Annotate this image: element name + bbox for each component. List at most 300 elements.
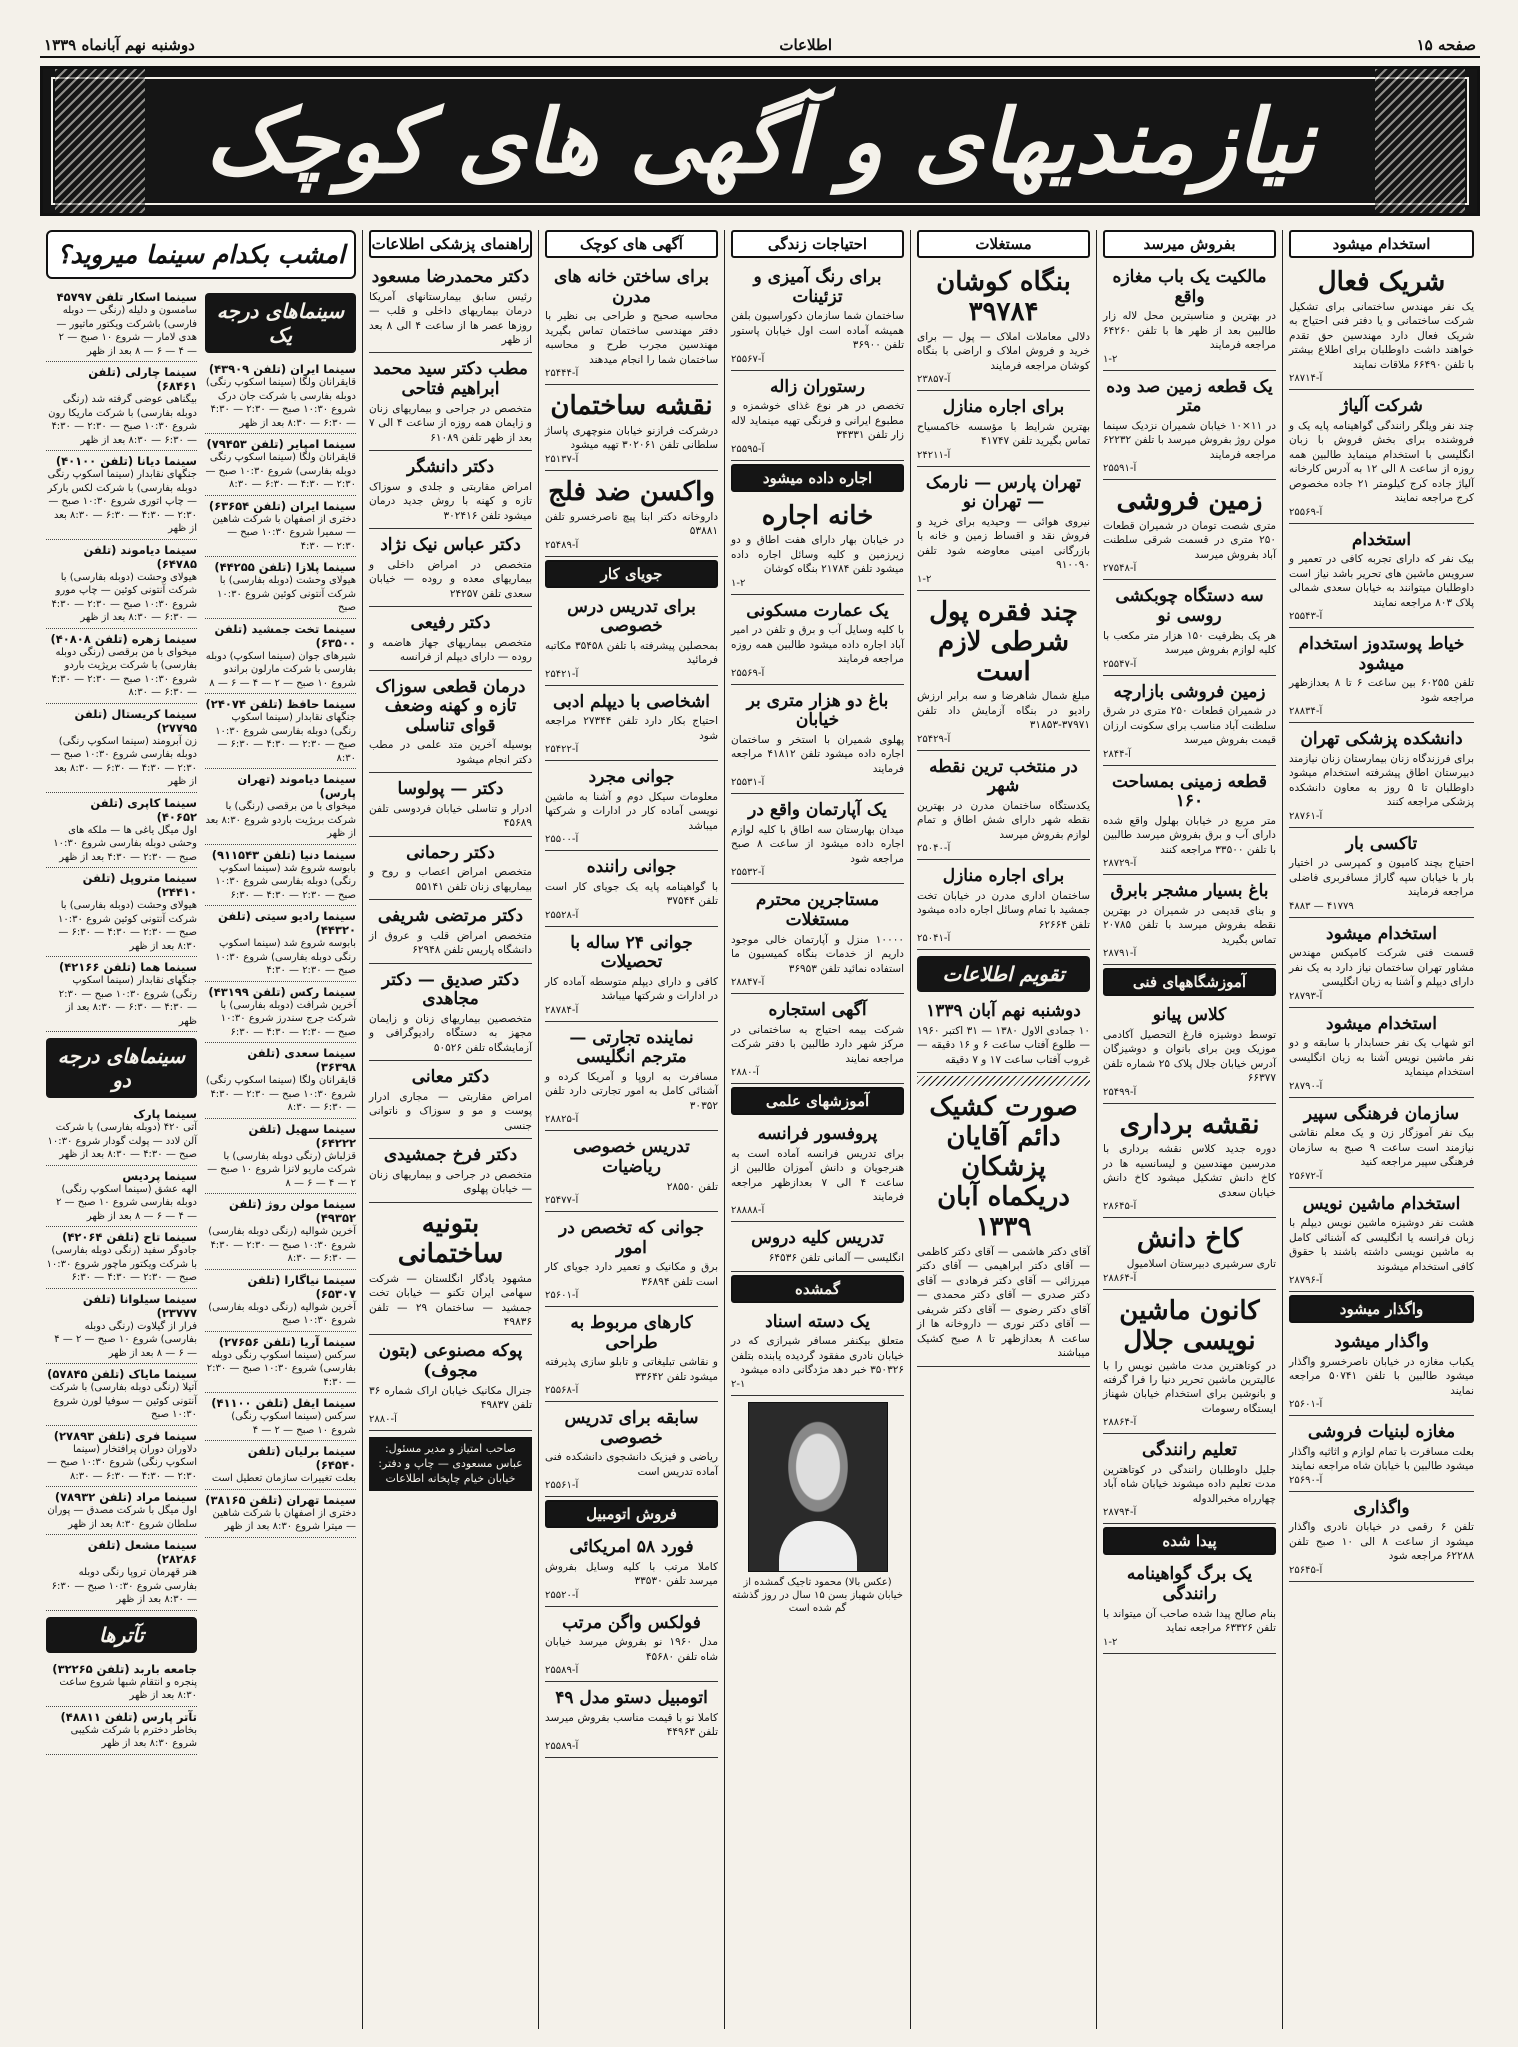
ad-title: نقشه ساختمان (550, 391, 713, 422)
cinema-text: سرکس (سینما اسکوپ رنگی دوبله بفارسی) شروع ۱۰:۳۰ صبح — ۲:۳۰ — ۴:۳۰ (206, 1349, 356, 1388)
ad-code: آ-۲۵۴۸۹ (545, 539, 579, 551)
cinema-text: دختری از اصفهان با شرکت شاهین — سمیرا شروع ۱۰:۳۰ صبح — ۲:۳۰ — ۴:۳۰ (212, 513, 356, 552)
theater-section-head: تآترها (46, 1617, 197, 1653)
ad-code: ۱-۲ (1103, 353, 1118, 365)
ad-body: و بنای قدیمی در شمیران در بهترین نقطه بفروش میرسد با تلفن ۲۰۷۸۵ تماس بگیرید (1103, 904, 1276, 946)
calendar-head: تقویم اطلاعات (917, 956, 1090, 992)
ad-title: خانه اجاره (761, 500, 874, 531)
ad-title: دکتر رحمانی (406, 842, 495, 863)
ad-code: آ-۲۵۶۹۰ (1289, 1474, 1323, 1486)
column-head: پیدا شده (1103, 1527, 1276, 1555)
ad-code: آ-۲۵۶۰۱ (1289, 1399, 1323, 1411)
ad-title: دکتر مرتضی شریفی (377, 906, 524, 927)
column-real-estate (910, 230, 1096, 2029)
ad-code: آ-۲۵۵۸۹ (545, 1665, 579, 1677)
cinema-name: سینما دیانا (تلفن ۴۰۱۰۰) (55, 454, 197, 468)
publisher-footer: صاحب امتیاز و مدیر مسئول: عباس مسعودی — چاپ و دفتر: خیابان خیام چاپخانه اطلاعات (369, 1437, 532, 1491)
ad-code: آ-۲۸۶۴۵ (1103, 1201, 1137, 1213)
ad (1103, 1107, 1276, 1219)
ad-title: شریک فعال (1317, 267, 1446, 297)
newspaper-page (40, 34, 1480, 2029)
cinema-name: سینما مایاک (تلفن ۵۷۸۴۵) (47, 1367, 197, 1381)
ad-title: پروفسور فرانسه (757, 1123, 878, 1144)
banner-title: نیازمندیهای و آگهی های کوچک (205, 89, 1315, 193)
cinema-two-columns (46, 287, 356, 1755)
photo-caption: (عکس بالا) محمود تاجیک گمشده از خیابان شهباز بسن ۱۵ سال در روز گذشته گم شده است (732, 1576, 903, 1614)
ad-title: صورت کشیک دائم آقایان پزشکان دریکماه آبان ۱۳۳۹ (929, 1092, 1078, 1243)
ad (1103, 264, 1276, 371)
ad (1289, 1495, 1474, 1582)
ad-body: متخصصین بیماریهای زنان و زایمان مجهز به دستگاه رادیوگرافی و آزمایشگاه تلفن ۵۰۵۲۶ (369, 1012, 532, 1054)
ad-body: هر یک بظرفیت ۱۵۰ هزار متر مکعب با کلیه لوازم بفروش میرسد (1103, 629, 1276, 657)
ad (1103, 1437, 1276, 1524)
ad-title: یک عمارت مسکونی (746, 600, 889, 621)
ad (1103, 679, 1276, 766)
ad (731, 797, 904, 884)
ad-title: دکتر فرخ جمشیدی (383, 1145, 518, 1166)
ad-title: برای تدریس درس خصوصی (567, 596, 696, 637)
ad-body: یکدستگاه ساختمان مدرن در بهترین نقطه شهر دارای شش اطاق و تمام لوازم بفروش میرسد (917, 800, 1090, 841)
ad (1289, 1191, 1474, 1292)
ad-title: اتومبیل دستو مدل ۴۹ (555, 1688, 708, 1709)
cinema-name: سینما پارک (133, 1107, 197, 1121)
cinema-name: سینما کاپری (تلفن ۴۰۶۵۲) (90, 795, 197, 824)
ad-body: بیک نفر که دارای تجربه کافی در تعمیر و سرویس ماشین های تحریر باشد نیاز است داوطلبان میتوانند به خیابان سعدی شمالی پلاک ۸۰۳ مراجعه نمایند (1289, 553, 1474, 609)
ad-title: یک دسته اسناد (765, 1311, 870, 1332)
cinema-name: سینما دنیا (تلفن ۹۱۱۵۴۳) (211, 847, 356, 862)
cinema-name: سینما نیاگارا (تلفن ۶۵۳۰۷) (247, 1272, 356, 1301)
cinema-entry (46, 1487, 197, 1535)
ad-body: متخصص در جراحی و بیماریهای زنان و زایمان همه روزه از ساعت ۴ الی ۷ بعد از ظهر تلفن ۶۱۰۸۹ (369, 402, 533, 444)
ad-code: آ-۲۸۷۹۰ (1289, 1080, 1323, 1092)
ad (731, 598, 904, 685)
ad-code: آ-۲۸۸۴۷ (731, 976, 765, 988)
ad-body: امراض مقاربتی — مجاری ادرار پوست و مو و سوزاک و ناتوانی جنسی (369, 1090, 532, 1132)
ad-body: ساختمان شما سازمان دکوراسیون بلفن همیشه آماده است اول خیابان پاستور تلفن ۳۶۹۰۰ (731, 310, 904, 352)
cinema-subcol-right (205, 287, 356, 1755)
paper-name: اطلاعات (779, 36, 833, 54)
ad-title: واگذار میشود (1334, 1332, 1429, 1353)
ad-body: متخصص امراض اعصاب و روح و بیماریهای زنان تلفن ۵۵۱۴۱ (369, 866, 532, 893)
ad-body: ساختمان اداری مدرن در خیابان تخت جمشید با تمام وسائل اجاره داده میشود تلفن ۶۲۶۶۴ (917, 890, 1090, 931)
ad-title: تدریس خصوصی ریاضیات (573, 1137, 690, 1177)
cinema-text: هیولای وحشت (دوبله بفارسی) با شرکت آنتونی کوئین — چاپ مورو شروع ۱۰:۳۰ صبح — ۲:۳۰ — ۴:۳۰ — ۶:۳۰ — ۸:۳۰ بعد از ظهر (51, 571, 197, 623)
ad (545, 474, 718, 557)
ad-code: آ-۲۸۸۶۴ (1103, 1272, 1137, 1284)
ad-body: درشرکت فرازنو خیابان منوچهری پاساژ سلطانی تلفن ۳۰۲۰۶۱ تهیه میشود (545, 424, 718, 452)
ad-title: برای رنگ آمیزی و تزئینات (753, 267, 882, 307)
ad-code: آ-۲۵۵۹۵ (731, 443, 765, 455)
column-small-ads (538, 230, 724, 2029)
cinema-entry (46, 451, 197, 540)
ad-body: بوسیله آخرین متد علمی در مطب دکتر انجام میشود (369, 739, 532, 766)
ad (369, 1338, 532, 1430)
theater-entry (46, 1707, 197, 1755)
ad-code: آ-۲۸۸۰ (369, 1413, 397, 1425)
ad (545, 689, 718, 762)
ad-code: آ-۲۵۵۳۲ (731, 867, 765, 879)
column-head: واگذار میشود (1289, 1295, 1474, 1323)
ad (1289, 1419, 1474, 1492)
ad (1289, 831, 1474, 918)
ad (545, 1134, 718, 1212)
ad (545, 264, 718, 385)
ad-code: آ-۲۵۵۹۱ (1103, 463, 1137, 475)
missing-person-photo (748, 1402, 888, 1572)
banner-hatch-right (1375, 69, 1465, 213)
ad-code: ۱-۲ (1103, 1636, 1118, 1648)
ad-title: دکتر صدیق — دکتر مجاهدی (381, 969, 520, 1010)
ad-title: دکتر معانی (411, 1067, 490, 1088)
ad-code: آ-۲۵۶۷۲ (1289, 1170, 1323, 1182)
ad-body: تلفن ۶ رقمی در خیابان نادری واگذار میشود از ساعت ۸ الی ۱۰ صبح تلفن ۶۲۲۸۸ مراجعه شود (1289, 1521, 1474, 1563)
column-head: آموزشهای علمی (731, 1087, 904, 1115)
cinema-text: زن آبرومند (سینما اسکوپ رنگی) دوبله بفارسی شروع ۱۰:۳۰ صبح — ۲:۳۰ — ۴:۳۰ — ۶:۳۰ — ۸:۳۰ بعد از ظهر (50, 735, 197, 787)
cinema-text: هیولای وحشت (دوبله بفارسی) با شرکت آنتونی کوئین شروع ۱۰:۳۰ صبح (217, 575, 356, 613)
cinema-entry (205, 694, 356, 769)
cinema-entry (205, 845, 356, 907)
ad-body: متر مربع در خیابان بهلول واقع شده دارای آب و برق بفروش میرسد طالبین با تلفن ۳۳۵۰۰ مراجعه کنند (1103, 814, 1276, 856)
cinema-text: سامسون و دلیله (رنگی — دوبله فارسی) باشرکت ویکتور ماتیور — هدی لامار — شروع ۱۰ صبح — ۲ — ۴ — ۶ — ۸ بعد از ظهر (56, 305, 197, 357)
cinema-entry (46, 1104, 197, 1166)
ad-code: ۱-۲ (917, 573, 932, 585)
ad-title: یک آپارتمان واقع در (748, 800, 887, 821)
ad-code: آ-۲۸۷۹۶ (1289, 1275, 1323, 1287)
ad-code: آ-۲۵۵۲۰ (545, 1589, 579, 1601)
ad-body: بمحصلین پیشرفته با تلفن ۳۵۴۵۸ مکاتبه فرمائید (545, 639, 718, 667)
ad-body: متری شصت تومان در شمیران قطعات ۲۵۰ متری در قسمت شرقی سلطنت آباد بفروش میرسد (1103, 519, 1276, 561)
ad-body: در ۱۱×۱۰ خیابان شمیران نزدیک سینما مولن روژ بفروش میرسد با تلفن ۶۲۲۳۲ مراجعه فرمایند (1103, 419, 1276, 461)
ad-code: آ-۲۵۴۲۲ (545, 744, 579, 756)
ad (1289, 527, 1474, 628)
cinema-subcol-left (46, 287, 197, 1755)
ad-code: آ-۲۸۸۲۵ (545, 1114, 579, 1126)
ad-body: جلیل داوطلبان رانندگی در کوتاهترین مدت تعلیم داده میشوند خیابان شاه آباد چهارراه مخبرالدوله (1103, 1464, 1276, 1505)
issue-date: دوشنبه نهم آبانماه ۱۳۳۹ (44, 36, 195, 54)
ad (1289, 631, 1474, 723)
ad-body: شرکت بیمه احتیاج به ساختمانی در مرکز شهر دارد طالبین با دفتر شرکت مراجعه نمایند (731, 1023, 904, 1065)
ad-title: بنگاه کوشان ۳۹۷۸۴ (936, 267, 1071, 327)
cinema-name: سینما تاج (تلفن ۴۲۰۶۴) (62, 1230, 197, 1244)
theater-text: پنجره و انتقام شبها شروع ساعت ۸:۳۰ بعد از ظهر (59, 1676, 197, 1701)
ad-body: نیروی هوائی — وحیدیه برای خرید و فروش نقد و اقساط زمین و خانه با بازرگانی امینی معاوضه شود تلفن ۹۱۰۰۹۰ (917, 515, 1090, 572)
column-head: مستغلات (917, 230, 1090, 258)
ad (545, 1310, 718, 1402)
cinema-text: اول میگل یاغی ها — ملکه های وحشی دوبله بفارسی شروع ۱۰:۳۰ صبح — ۲:۳۰ — ۴:۳۰ بعد از ظهر (53, 824, 197, 863)
ad-code: آ-۲۸۷۹۳ (1289, 990, 1323, 1002)
cinema-text: دلاوران دوران پرافتخار (سینما اسکوپ رنگی) شروع ۱۰:۳۰ صبح — ۲:۳۰ — ۴:۳۰ — ۶:۳۰ — ۸:۳۰ (46, 1443, 197, 1482)
cinema-name: سینما فری (تلفن ۲۷۸۹۳) (53, 1428, 197, 1443)
ad-title: برای اجاره منازل (942, 397, 1065, 418)
ad-title: کانون ماشین نویسی جلال (1119, 1295, 1260, 1356)
ad-title: جوانی ۲۴ ساله با تحصیلات (570, 932, 693, 973)
ad (917, 470, 1090, 591)
ad-body: ادرار و تناسلی خیابان فردوسی تلفن ۴۵۶۸۹ (369, 802, 532, 830)
cinema-entry (46, 287, 197, 362)
ad-title: خیاط پوستدوز استخدام میشود (1298, 634, 1465, 674)
ad-body: بهترین شرایط با مؤسسه خاکمسیاح تماس بگیرید تلفن ۴۱۷۴۷ (917, 420, 1090, 448)
folio-line (40, 34, 1480, 58)
theater-entry (46, 1659, 197, 1707)
ad (917, 594, 1090, 751)
column-head: راهنمای پزشکی اطلاعات (369, 230, 532, 258)
cinema-text: فرار از گیلاوت (رنگی دوبله بفارسی) شروع ۱۰ صبح — ۲ — ۴ — ۶ — ۸ بعد از ظهر (54, 1320, 197, 1359)
ad (1103, 878, 1276, 965)
ad (545, 1215, 718, 1307)
column-head: آموزشگاههای فنی (1103, 968, 1276, 996)
ad (731, 688, 904, 795)
ad-title: واگذاری (1353, 1497, 1410, 1518)
cinema-text: آخرین شوالیه (رنگی دوبله بفارسی) شروع ۱۰:۳۰ صبح — ۲:۳۰ — ۴:۳۰ — ۶:۳۰ — ۸:۳۰ (208, 1226, 356, 1264)
ad-code: آ-۲۵۰۴۱ (917, 933, 951, 945)
cinema-entry (205, 359, 356, 434)
ad (545, 930, 718, 1022)
ad-code: ۴۸۸۳ — ۴۱۷۷۹ (1289, 900, 1354, 912)
ad (917, 998, 1090, 1073)
ad-title: اشخاصی با دیپلم ادبی (553, 691, 710, 712)
cinema-entry (205, 1043, 356, 1119)
cinema-entry (46, 704, 197, 793)
cinema-text: آتیلا (رنگی دوبله بفارسی) با شرکت آنتونی کوئین — سوفیا لورن شروع ۱۰:۳۰ صبح (49, 1382, 197, 1420)
ad-title: بتونیه ساختمانی (397, 1208, 504, 1269)
cinema-text: آخرین شرافت (دوبله بفارسی) با شرکت جرج سندرز شروع ۱۰:۳۰ صبح — ۲:۳۰ — ۴:۳۰ — ۶:۳۰ (220, 999, 356, 1038)
cinema-entry (205, 619, 356, 695)
cinema-entry (205, 557, 356, 619)
cinema-name: سینما مولن روژ (تلفن ۴۹۳۵۲) (228, 1197, 356, 1225)
cinema-name: سینما چارلی (تلفن ۶۸۴۶۱) (88, 365, 197, 393)
ad-code: آ-۲۵۵۶۹ (731, 667, 765, 679)
cinema-text: بابوسه شروع شد (سینما اسکوپ رنگی دوبله بفارسی) شروع ۱۰:۳۰ صبح — ۲:۳۰ — ۴:۳۰ (215, 938, 356, 976)
ad-body: تخصص در هر نوع غذای خوشمزه و مطبوع ایرانی و فرنگی تهیه مینماید لاله زار تلفن ۳۴۳۳۱ (731, 400, 904, 442)
cinema-entry (46, 1426, 197, 1488)
ad-title: واکسن ضد فلج (548, 476, 715, 507)
cinema-entry (46, 362, 197, 451)
ad (917, 264, 1090, 391)
ad-code: آ-۲۵۴۲۹ (917, 733, 951, 745)
cinema-name: سینما پردیس (122, 1168, 197, 1183)
column-medical-guide (362, 230, 538, 2029)
cinema-text: قایقرانان ولگا (سینما اسکوپ رنگی) دوبله بفارسی با شرکت جان درک شروع ۱۰:۳۰ صبح — ۲:۳۰ — ۴:۳۰ — ۶:۳۰ — ۸:۳۰ بعد از ظهر (205, 377, 356, 429)
cinema-name: سینما مشعل (تلفن ۲۸۲۸۶) (87, 1538, 197, 1566)
ad-title: قطعه زمینی بمساحت ۱۶۰ (1111, 771, 1268, 812)
cinema-entry (46, 1166, 197, 1228)
ad-code: آ-۲۵۶۰۱ (545, 1290, 579, 1302)
ad-body: برای تدریس فرانسه آماده است به هنرجویان و دانش آموزان طالبین از ساعت ۴ الی ۷ بعدازظهر مراجعه فرمایند (731, 1147, 904, 1203)
cinema-text: هنر قهرمان تروپا رنگی دوبله بفارسی شروع ۱۰:۳۰ صبح — ۶:۳۰ — ۸:۳۰ بعد از ظهر (51, 1567, 197, 1605)
ad-title: دکتر — پولوسا (397, 779, 504, 800)
cinema-name: سینما تهران (تلفن ۳۸۱۶۵) (205, 1492, 356, 1507)
ad-code: آ-۲۵۱۳۷ (545, 453, 579, 465)
cinema-name: سینما امپایر (تلفن ۷۹۴۵۳) (206, 437, 356, 451)
column-head: استخدام میشود (1289, 230, 1474, 258)
ad-title: فورد ۵۸ امریکائی (569, 1537, 694, 1558)
ad-title: مغازه لبنیات فروشی (1307, 1422, 1456, 1443)
ad (917, 394, 1090, 467)
cinema-entry (46, 868, 197, 957)
ad-title: رستوران زاله (770, 376, 865, 397)
cinema-entry (46, 1535, 197, 1611)
ad-body: متخصص امراض قلب و عروق از دانشگاه پاریس تلفن ۶۲۹۴۸ (369, 929, 532, 957)
columns (40, 230, 1480, 2029)
ad-title: درمان قطعی سوزاک تازه و کهنه وضعف قوای تناسلی (375, 676, 526, 736)
ad-body: مبلغ شمال شاهرضا و سه برابر ارزش رادیو در بنگاه آزمایش داد تلفن ۳۷۹۷۱-۳۱۸۵۳ (917, 690, 1090, 732)
ad-title: فولکس واگن مرتب (562, 1612, 701, 1633)
ad-code: آ-۲۵۵۶۹ (1289, 506, 1323, 518)
cinema-name: سینما کریستال (تلفن ۲۷۷۹۵) (74, 706, 197, 735)
ad-code: آ-۲۸۷۶۱ (1289, 810, 1323, 822)
ad-code: آ-۲۵۴۷۷ (545, 1195, 579, 1207)
ad (917, 1089, 1090, 1366)
ad (545, 854, 718, 927)
cinema-entry (205, 1441, 356, 1490)
ad (1103, 483, 1276, 580)
ad-body: متخصص در جراحی و بیماریهای زنان — خیابان پهلوی (369, 1168, 532, 1196)
column-head: جویای کار (545, 560, 718, 588)
ad (545, 388, 718, 471)
cinema-entry (46, 957, 197, 1032)
ad (369, 1064, 532, 1139)
ad-title: تهران پارس — نارمک — تهران نو (925, 472, 1082, 513)
ad (1103, 1561, 1276, 1653)
classifieds-banner (40, 66, 1480, 216)
ad-title: یک برگ گواهینامه رانندگی (1126, 1564, 1253, 1604)
cinema-entry (205, 434, 356, 496)
cinema-text: جنگهای نقابدار (سینما اسکوپ رنگی دوبله بفارسی) با شرکت لکس بارکر — چاپ اتوری شروع ۱۰:۳۰ صبح — ۲:۳۰ — ۴:۳۰ — ۶:۳۰ — ۸:۳۰ بعد از ظهر (47, 469, 197, 534)
ad-body: آقای دکتر هاشمی — آقای دکتر کاظمی — آقای دکتر ابراهیمی — آقای دکتر میرزائی — آقای دکتر فرهادی — آقای دکتر صدری — آقای دکتر محمدی — آقای دکتر رضوی — آقای دکتر شریفی — آقای دکتر نوری — داروخانه ها از ساعت ۸ بعدازظهر تا ۸ صبح کشیک میباشند (917, 1245, 1090, 1360)
column-head: بفروش میرسد (1103, 230, 1276, 258)
ad-code: آ-۲۸۸۰ (731, 1066, 759, 1078)
ad (731, 374, 904, 461)
cinema-entry (205, 1393, 356, 1441)
divider (917, 1076, 1090, 1086)
ad (731, 1309, 904, 1396)
ad-code: آ-۲۵۵۰۰ (545, 834, 579, 846)
cinema-entry (46, 1289, 197, 1365)
theater-name: جامعه باربد (تلفن ۳۲۲۶۵) (52, 1661, 197, 1676)
cinema-text: میخوای با من برقصی (رنگی دوبله بفارسی) با شرکت بریژیت باردو شروع ۱۰:۳۰ صبح — ۲:۳۰ — ۴:۳۰ — ۶:۳۰ — ۸:۳۰ (51, 646, 197, 698)
ad-body: یک نفر مهندس ساختمانی برای تشکیل شرکت ساختمانی و یا دفتر فنی احتیاج به شریک فعال دارد مهندسین حق تقدم خواهند داشت داوطلبان برای اطلاع بیشتر با تلفن ۶۶۴۹۰ ملاقات نمایند (1289, 300, 1474, 371)
ad-code: آ-۲۵۰۴۰ (917, 843, 951, 855)
ad-title: کارهای مربوط به طراحی (570, 1313, 693, 1353)
ad-title: دانشکده پزشکی تهران (1300, 729, 1463, 750)
ad-body: در بهترین و مناسبترین محل لاله زار طالبین بعد از ظهر ها با تلفن ۶۴۲۶۰ مراجعه فرمایند (1103, 310, 1276, 352)
ad (731, 498, 904, 595)
ad-title: پوکه مصنوعی (بتون مجوف) (378, 1341, 523, 1382)
ad (1289, 726, 1474, 827)
ad-body: دوره جدید کلاس نقشه برداری با مدرسین مهندسین و لیسانسیه ها در کاخ دانش تشکیل میشود کاخ دانش خیابان سعدی (1103, 1143, 1276, 1199)
cinema-name: سینما آریا (تلفن ۲۷۶۵۶) (218, 1334, 356, 1349)
ad (369, 903, 532, 964)
ad (731, 887, 904, 994)
ad (1103, 769, 1276, 876)
cinema-text: آخرین شوالیه (رنگی دوبله بفارسی) شروع ۱۰:۳۰ صبح (208, 1301, 356, 1326)
ad-title: دکتر رفیعی (410, 613, 491, 634)
ad-body: توسط دوشیزه فارغ التحصیل آکادمی موزیک وین برای بانوان و دوشیزگان آدرس خیابان جلال پلاک ۲۵ شماره تلفن ۶۶۳۷۷ (1103, 1028, 1276, 1085)
page-number: صفحه ۱۵ (1416, 36, 1476, 54)
cinema-text: قایقرانان ولگا (سینما اسکوپ رنگی) شروع ۱۰:۳۰ صبح — ۲:۳۰ — ۴:۳۰ — ۶:۳۰ — ۸:۳۰ (205, 1075, 356, 1113)
theater-text: بخاطر دخترم با شرکت شکیبی شروع ۸:۳۰ بعد از ظهر (70, 1724, 197, 1749)
ad-body: تلفن ۲۸۵۵۰ (666, 1180, 718, 1193)
ad-code: آ-۲۳۸۵۷ (917, 374, 951, 386)
cinema-name: سینما دیاموند (تلفن ۶۴۷۸۵) (83, 542, 197, 571)
ad-body: در شمیران قطعات ۲۵۰ متری در شرق سلطنت آباد مناسب برای سکونت ارزان قیمت بفروش میرسد (1103, 705, 1276, 747)
ad-title: دوشنبه نهم آبان ۱۳۳۹ (926, 1001, 1081, 1022)
ad-body: در خیابان بهار دارای هفت اطاق و دو زیرزمین و کلیه وسائل اجاره داده میشود تلفن ۲۱۷۸۴ بنگاه کوشان (731, 534, 904, 576)
ad (545, 1534, 718, 1607)
cinema-name: سینما اسکار تلفن ۴۵۷۹۷ (56, 290, 197, 304)
ad-body: بنام صالح پیدا شده صاحب آن میتواند با تلفن ۶۳۳۲۶ مراجعه نماید (1103, 1607, 1276, 1635)
ad-code: آ-۲۵۵۲۸ (545, 909, 579, 921)
ad-title: جوانی راننده (586, 857, 677, 878)
ad (369, 1206, 532, 1336)
cinema-entry (205, 1270, 356, 1332)
ad-title: سابقه برای تدریس خصوصی (564, 1408, 699, 1448)
ad-title: زمین فروشی (1116, 486, 1263, 517)
ad (545, 1610, 718, 1683)
cinema-title: امشب بکدام سینما میروید؟ (46, 230, 356, 279)
ad-code: آ-۲۸۷۹۴ (1103, 1507, 1137, 1519)
ad (1103, 1002, 1276, 1103)
ad-code: آ-۲۸۷۲۹ (1103, 858, 1137, 870)
ad (369, 674, 532, 774)
cinema-entry (46, 1364, 197, 1426)
column-life-needs (724, 230, 910, 2029)
ad (1103, 583, 1276, 675)
ad (1103, 1221, 1276, 1289)
ad-body: کاملا نو با قیمت مناسب بفروش میرسد تلفن ۴۴۹۶۳ (545, 1711, 718, 1739)
ad-body: امراض مقاربتی و جلدی و سوزاک تازه و کهنه با روش جدید درمان میشود تلفن ۳۰۲۴۱۶ (369, 480, 532, 522)
cinema-name: سینما سعدی (تلفن ۳۶۳۹۸) (247, 1046, 356, 1074)
cinema-name: سینما رادیو سیتی (تلفن ۴۴۳۲۰) (218, 909, 356, 937)
column-head: فروش اتومبیل (545, 1500, 718, 1528)
ad-code: آ-۲۵۴۲۱ (545, 668, 579, 680)
ad-body: ریاضی و فیزیک دانشجوی دانشکده فنی آماده تدریس است (545, 1451, 718, 1478)
theater-name: تآتر پارس (تلفن ۴۸۸۱۱) (60, 1709, 197, 1724)
ad-body: رئیس سابق بیمارستانهای آمریکا درمان بیماریهای داخلی و قلب — روزها عصر ها از ساعت ۴ الی ۸ بعد از ظهر (369, 290, 532, 346)
ad (731, 264, 904, 371)
ad-body: ۱۰۰۰۰ منزل و آپارتمان خالی موجود داریم از خدمات بنگاه کمیسیون ما استفاده نمائید تلفن ۳۶۹۵۳ (731, 933, 904, 975)
ad-code: آ-۲۵۵۶۱ (545, 1480, 579, 1492)
ad (369, 967, 532, 1062)
ad (1289, 1329, 1474, 1416)
ad (917, 863, 1090, 950)
ad-body: اتو شهاب یک نفر حسابدار با سابقه و دو نفر ماشین نویس آشنا به زبان انگلیسی استخدام مینماید (1289, 1037, 1474, 1079)
column-head: اجاره داده میشود (731, 464, 904, 492)
ad-title: مطب دکتر سید محمد ابراهیم فتاحی (373, 359, 528, 400)
ad-title: استخدام میشود (1326, 1013, 1437, 1034)
cinema-name: سینما پلازا (تلفن ۴۴۲۵۵) (214, 560, 356, 574)
ad-code: آ-۲۵۵۳۱ (731, 777, 765, 789)
ad-title: سه دستگاه چوبکشی روسی نو (1115, 586, 1264, 626)
ad (1289, 1101, 1474, 1188)
cinema-text: جنگهای نقابدار (سینما اسکوپ رنگی) دوبله بفارسی شروع ۱۰:۳۰ صبح — ۲:۳۰ — ۴:۳۰ — ۶:۳۰ — ۸:۳۰ (215, 712, 356, 764)
cinema-section-head: سینماهای درجه دو (46, 1038, 197, 1098)
ad (369, 1142, 532, 1203)
cinema-entry (46, 1227, 197, 1289)
cinema-name: سینما سهیل (تلفن ۶۴۲۲۲) (248, 1121, 356, 1150)
cinema-entry (46, 793, 197, 869)
cinema-entry (205, 982, 356, 1044)
ad (1103, 374, 1276, 481)
ad-title: برای ساختن خانه های مدرن (554, 267, 709, 307)
ad (731, 997, 904, 1084)
ad-body: انگلیسی — آلمانی تلفن ۶۴۵۳۶ (768, 1252, 904, 1265)
ad-code: آ-۲۴۲۱۱ (917, 449, 951, 461)
cinema-name: سینما ایران (تلفن ۶۳۶۵۴) (208, 498, 356, 513)
ad-code: آ-۲۸۸۶۴ (1103, 1417, 1137, 1429)
ad-body: کاملا مرتب با کلیه وسایل بفروش میرسد تلفن ۳۳۵۳۰ (545, 1560, 718, 1588)
ad (731, 1121, 904, 1222)
